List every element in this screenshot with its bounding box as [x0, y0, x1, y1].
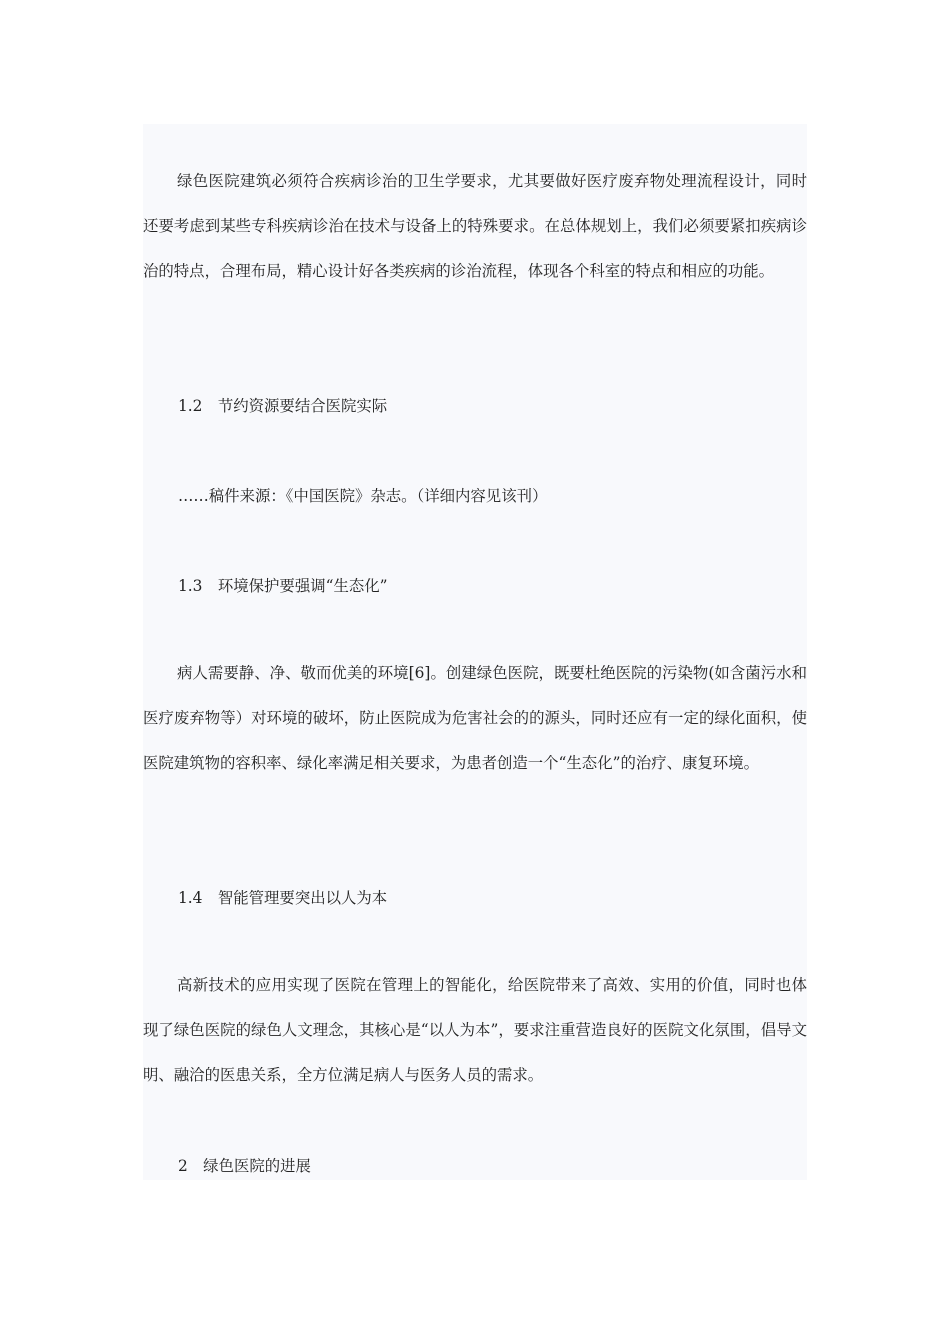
- paragraph-smart-management: 高新技术的应用实现了医院在管理上的智能化，给医院带来了高效、实用的价值，同时也体现了绿色医院的绿色人文理念，其核心是“以人为本”，要求注重营造良好的医院文化氛围，倡导文明、融洽的医患关系，全方位满足病人与医务人员的需求。: [143, 976, 807, 1084]
- heading-2: 2 绿色医院的进展: [178, 1157, 311, 1175]
- heading-1-4: 1.4 智能管理要突出以人为本: [178, 889, 388, 907]
- paragraph-environment: 病人需要静、净、敬而优美的环境[6]。创建绿色医院，既要杜绝医院的污染物(如含菌污水和医疗废弃物等）对环境的破坏，防止医院成为危害社会的的源头，同时还应有一定的绿化面积，使医院建筑物的容积率、绿化率满足相关要求，为患者创造一个“生态化”的治疗、康复环境。: [143, 664, 807, 772]
- heading-1-3: 1.3 环境保护要强调“生态化”: [178, 577, 388, 595]
- paragraph-hospital-design: 绿色医院建筑必须符合疾病诊治的卫生学要求，尤其要做好医疗废弃物处理流程设计，同时还要考虑到某些专科疾病诊治在技术与设备上的特殊要求。在总体规划上，我们必须要紧扣疾病诊治的特点，合理布局，精心设计好各类疾病的诊治流程，体现各个科室的特点和相应的功能。: [143, 172, 807, 280]
- source-note: ……稿件来源：《中国医院》杂志。（详细内容见该刊）: [178, 487, 548, 505]
- heading-1-2: 1.2 节约资源要结合医院实际: [178, 397, 388, 415]
